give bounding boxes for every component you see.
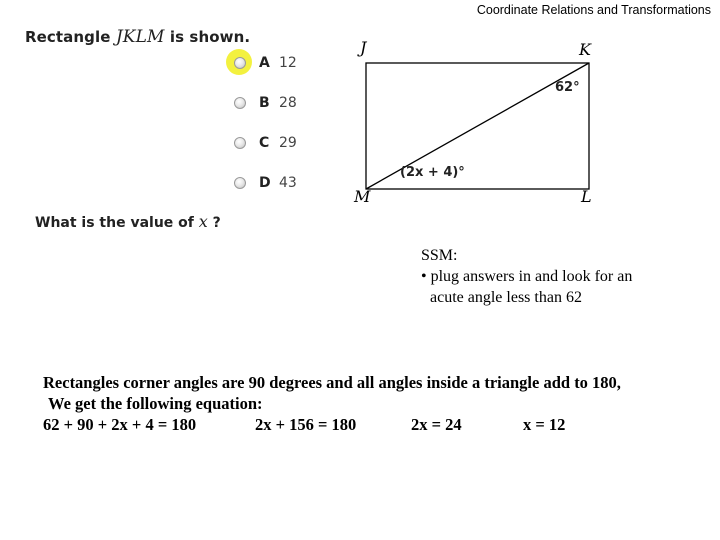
explanation-line-1: Rectangles corner angles are 90 degrees and all angles inside a triangle add to 180, — [43, 373, 621, 392]
vertex-k-label: K — [579, 40, 591, 59]
ssm-title: SSM: — [421, 247, 458, 264]
equation-4: x = 12 — [523, 415, 566, 434]
ssm-bullet: • plug answers in and look for an — [421, 268, 633, 285]
choice-c-value: 29 — [279, 135, 297, 151]
rectangle-diagram — [340, 35, 610, 210]
choice-b-letter: B — [259, 95, 270, 111]
explanation-line-2: We get the following equation: — [48, 394, 263, 413]
vertex-m-label: M — [354, 187, 371, 206]
question-variable: x — [198, 212, 208, 231]
vertex-l-label: L — [581, 187, 592, 206]
presentation-title: Coordinate Relations and Transformations — [476, 3, 711, 17]
choice-d-value: 43 — [279, 175, 297, 191]
choice-a-value: 12 — [279, 55, 297, 71]
choice-c[interactable] — [230, 133, 297, 153]
problem-prompt — [25, 27, 250, 47]
angle-k-label: 62° — [555, 80, 580, 95]
equation-2: 2x + 156 = 180 — [255, 415, 357, 434]
choice-a[interactable] — [230, 53, 297, 73]
vertex-j-label: J — [360, 38, 367, 57]
ssm-continuation: acute angle less than 62 — [430, 289, 582, 306]
question-suffix: ? — [212, 215, 221, 231]
choice-b-value: 28 — [279, 95, 297, 111]
radio-button-a[interactable] — [234, 57, 246, 69]
equation-3: 2x = 24 — [411, 415, 462, 434]
choice-c-letter: C — [259, 135, 270, 151]
choice-d-letter: D — [259, 175, 271, 191]
choice-d[interactable] — [230, 173, 297, 193]
radio-button-b[interactable] — [234, 97, 246, 109]
radio-button-d[interactable] — [234, 177, 246, 189]
prompt-prefix: Rectangle — [25, 28, 111, 46]
prompt-suffix: is shown. — [169, 28, 251, 46]
equation-1: 62 + 90 + 2x + 4 = 180 — [43, 415, 197, 434]
question-text — [35, 212, 221, 231]
choice-a-letter: A — [259, 55, 270, 71]
rectangle-name: JKLM — [115, 27, 165, 47]
radio-button-c[interactable] — [234, 137, 246, 149]
ssm-note — [421, 245, 632, 308]
question-prefix: What is the value of — [35, 215, 194, 231]
explanation — [43, 372, 621, 414]
angle-m-label: (2x + 4)° — [400, 165, 465, 180]
choice-b[interactable] — [230, 93, 297, 113]
